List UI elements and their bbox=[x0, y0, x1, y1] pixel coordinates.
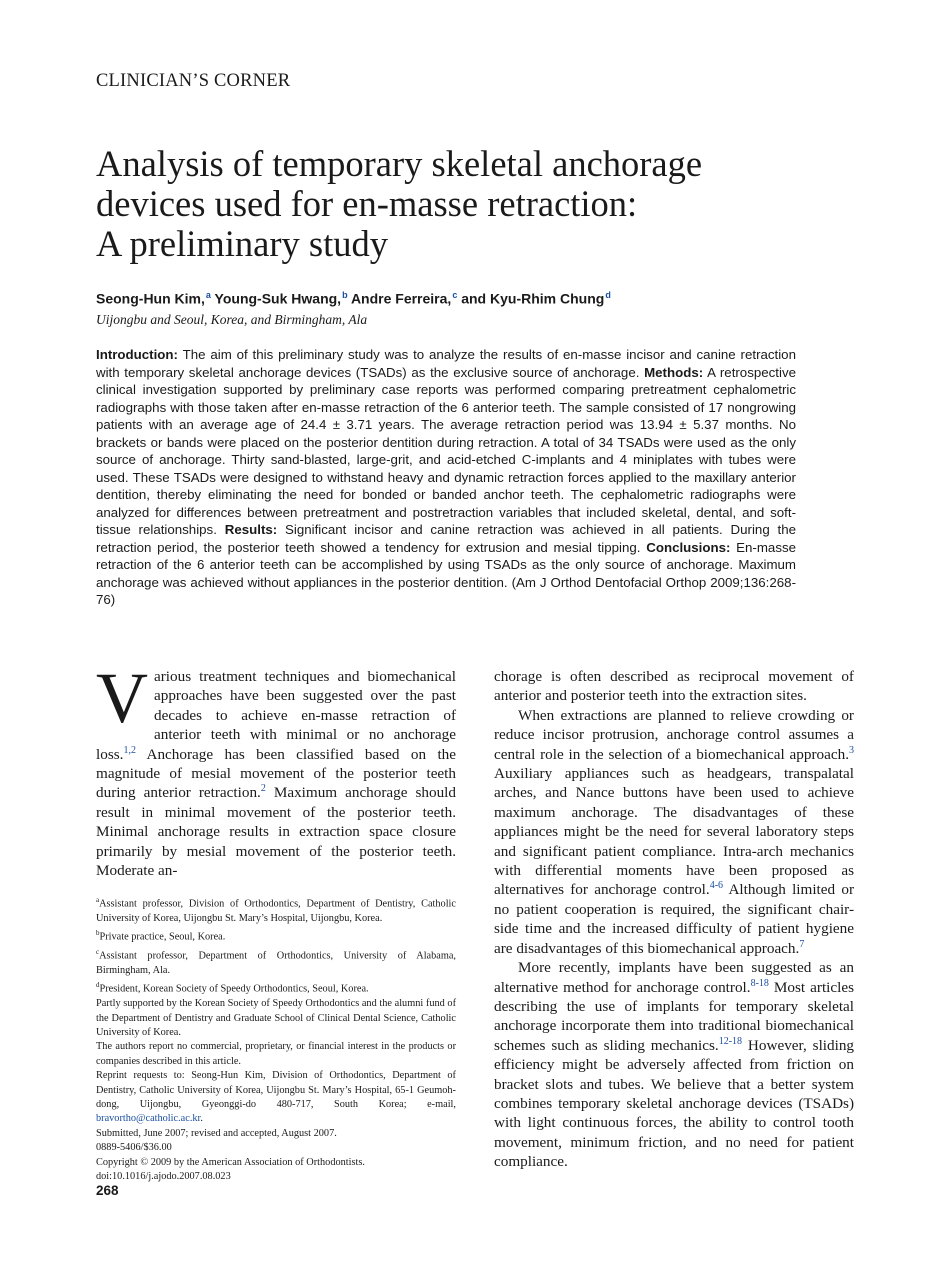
title-line-1: Analysis of temporary skeletal anchorage bbox=[96, 143, 703, 184]
page-number: 268 bbox=[96, 1183, 119, 1198]
footnote-a bbox=[96, 893, 456, 926]
body-paragraph bbox=[96, 658, 456, 880]
abstract bbox=[96, 346, 796, 609]
footnote-text: Private practice, Seoul, Korea. bbox=[99, 931, 226, 943]
reprint-text: Reprint requests to: Seong-Hun Kim, Division of Orthodontics, Department of Dentistry, Catholic University of Korea, Uijongbu St. Mary’s Hospital, 65-1 Geumoh-dong, Uijongbu, Gyeonggi-do 480-717, South Korea; e-mail, bbox=[96, 1070, 456, 1110]
footnote-c bbox=[96, 945, 456, 978]
abstract-results-label: Results: bbox=[224, 522, 278, 537]
abstract-intro-text: The aim of this preliminary study was to analyze the results of en-masse incisor and canine retraction with temporary skeletal anchorage devices (TSADs) as the exclusive source of anchorage. bbox=[96, 347, 796, 380]
abstract-results-text: Significant incisor and canine retraction was achieved in all patients. During the retraction period, the posterior teeth showed a tendency for extrusion and mesial tipping. bbox=[96, 522, 797, 555]
footnote-d bbox=[96, 978, 456, 997]
author-list bbox=[96, 290, 611, 307]
citation-link[interactable]: 4-6 bbox=[709, 880, 724, 892]
body-text: Maximum anchorage should result in minimal movement of the posterior teeth. Minimal anchorage results in extraction space closure primarily by mesial movement of the posterior teeth. Moderate an- bbox=[96, 784, 456, 880]
author-name: and Kyu-Rhim Chung bbox=[461, 290, 605, 307]
title-line-3: A preliminary study bbox=[96, 223, 388, 264]
footnote-b bbox=[96, 926, 456, 945]
citation-link[interactable]: 12-18 bbox=[718, 1035, 743, 1047]
funding-note: Partly supported by the Korean Society of Speedy Orthodontics and the alumni fund of the Department of Dentistry and Graduate School of Clinical Dental Science, Catholic University of Korea. bbox=[96, 998, 456, 1038]
section-label: CLINICIAN’S CORNER bbox=[96, 71, 291, 91]
abstract-methods-label: Methods: bbox=[644, 364, 704, 380]
abstract-conclusions-label: Conclusions: bbox=[646, 539, 731, 555]
abstract-methods-text: A retrospective clinical investigation supported by preliminary case reports was performed comparing pretreatment cephalometric radiographs with those taken after en-masse retraction of the 6 anterior teeth. The sample consisted of 17 nongrowing patients with an average age of 24.4 ± 3.71 years. The average retraction period was 13.94 ± 5.37 months. No brackets or bands were placed on the posterior dentition during retraction. A total of 34 TSADs were used as the only source of anchorage. Thirty sand-blasted, large-grit, and acid-etched C-implants and 4 miniplates with tubes were used. These TSADs were designed to withstand heavy and dynamic retraction forces applied to the maxillary anterior dentition, thereby eliminating the need for bonded or banded anchor teeth. The cephalometric radiographs were analyzed for differences between pretreatment and postretraction variables that included skeletal, dental, and soft-tissue relationships. bbox=[96, 364, 796, 537]
footnote-mark: a bbox=[96, 896, 100, 904]
citation-link[interactable]: 7 bbox=[799, 938, 805, 950]
author-affiliation-mark: d bbox=[605, 290, 611, 300]
issn: 0889-5406/$36.00 bbox=[96, 1142, 172, 1154]
body-text: Although limited or no patient cooperation is required, the significant chair-side time and the increased difficulty of patient hygiene are disadvantages of this biomechanical approach. bbox=[494, 881, 855, 957]
author-affiliation-mark: a bbox=[205, 290, 211, 300]
interest-note: The authors report no commercial, proprietary, or financial interest in the products or companies described in this article. bbox=[96, 1041, 456, 1067]
citation-link[interactable]: 2 bbox=[260, 783, 266, 795]
body-paragraph bbox=[494, 958, 854, 1171]
body-text: When extractions are planned to relieve crowding or reduce incisor protrusion, anchorage control assumes a central role in the selection of a biomechanical approach. bbox=[494, 706, 854, 763]
author-affiliation-mark: c bbox=[452, 290, 458, 300]
body-text: arious treatment techniques and biomechanical approaches have been suggested over the past decades to achieve en-masse retraction of anterior teeth with minimal or no anchorage loss. bbox=[96, 668, 456, 763]
footnotes bbox=[96, 893, 456, 1184]
abstract-intro-label: Introduction: bbox=[96, 347, 178, 362]
footnote-mark: d bbox=[96, 981, 100, 990]
author-name: Seong-Hun Kim, bbox=[96, 290, 205, 307]
reprint-end: . bbox=[200, 1113, 203, 1125]
drop-cap: V bbox=[96, 658, 148, 738]
body-text: Anchorage has been classified based on the magnitude of mesial movement of the posterior teeth during anterior retraction. bbox=[96, 745, 456, 802]
body-text: Most articles describing the use of implants for temporary skeletal anchorage incorporate them into traditional biomechanical schemes such as sliding mechanics. bbox=[494, 978, 854, 1054]
footnote-text: Assistant professor, Department of Orthodontics, University of Alabama, Birmingham, Ala. bbox=[96, 950, 456, 976]
title-line-2: devices used for en-masse retraction: bbox=[96, 183, 638, 224]
author-affiliation-mark: b bbox=[342, 290, 348, 300]
reprint-note bbox=[96, 1069, 456, 1127]
citation-link[interactable]: 3 bbox=[849, 744, 854, 756]
body-text: Auxiliary appliances such as headgears, transpalatal arches, and Nance buttons have been used to achieve maximum anchorage. The disadvantages of these appliances might be the need for several laboratory steps and significant patient compliance. Intra-arch mechanics with differential moments have been proposed as alternatives for anchorage control. bbox=[494, 765, 854, 899]
footnote-text: President, Korean Society of Speedy Orthodontics, Seoul, Korea. bbox=[99, 983, 369, 995]
body-text: More recently, implants have been suggested as an alternative method for anchorage control. bbox=[494, 959, 854, 996]
author-name: Andre Ferreira, bbox=[350, 290, 452, 307]
body-text: However, sliding efficiency might be adversely affected from friction on bracket slots and tubes. We believe that a better system combines temporary skeletal anchorage devices (TSADs) with light continuous forces, the ability to control tooth movement, minimum friction, and no need for patient compliance. bbox=[494, 1036, 855, 1171]
citation-link[interactable]: 1,2 bbox=[123, 744, 136, 756]
body-column-left bbox=[96, 658, 456, 880]
body-paragraph bbox=[494, 706, 854, 958]
submission-dates: Submitted, June 2007; revised and accepted, August 2007. bbox=[96, 1127, 337, 1139]
body-column-right bbox=[494, 667, 854, 1172]
author-name: Young-Suk Hwang, bbox=[214, 290, 342, 307]
author-affiliation: Uijongbu and Seoul, Korea, and Birmingham, Ala bbox=[96, 312, 368, 327]
abstract-conclusions-text: En-masse retraction of the 6 anterior teeth can be accomplished by using TSADs as the only source of anchorage. Maximum anchorage was achieved without appliances in the posterior dentition. (Am J Orthod Dentofacial Orthop 2009;136:268-76) bbox=[96, 539, 797, 607]
copyright: Copyright © 2009 by the American Association of Orthodontists. bbox=[96, 1156, 365, 1168]
doi: doi:10.1016/j.ajodo.2007.08.023 bbox=[96, 1171, 231, 1182]
article-title bbox=[96, 144, 856, 264]
footnote-text: Assistant professor, Division of Orthodontics, Department of Dentistry, Catholic University of Korea, Uijongbu St. Mary’s Hospital, Uijongbu, Korea. bbox=[96, 898, 456, 924]
body-paragraph: chorage is often described as reciprocal movement of anterior and posterior teeth into the extraction sites. bbox=[494, 668, 854, 705]
footnote-mark: c bbox=[96, 948, 100, 957]
citation-link[interactable]: 8-18 bbox=[750, 977, 769, 989]
email-link[interactable]: bravortho@catholic.ac.kr bbox=[96, 1113, 201, 1125]
footnote-mark: b bbox=[96, 929, 100, 938]
